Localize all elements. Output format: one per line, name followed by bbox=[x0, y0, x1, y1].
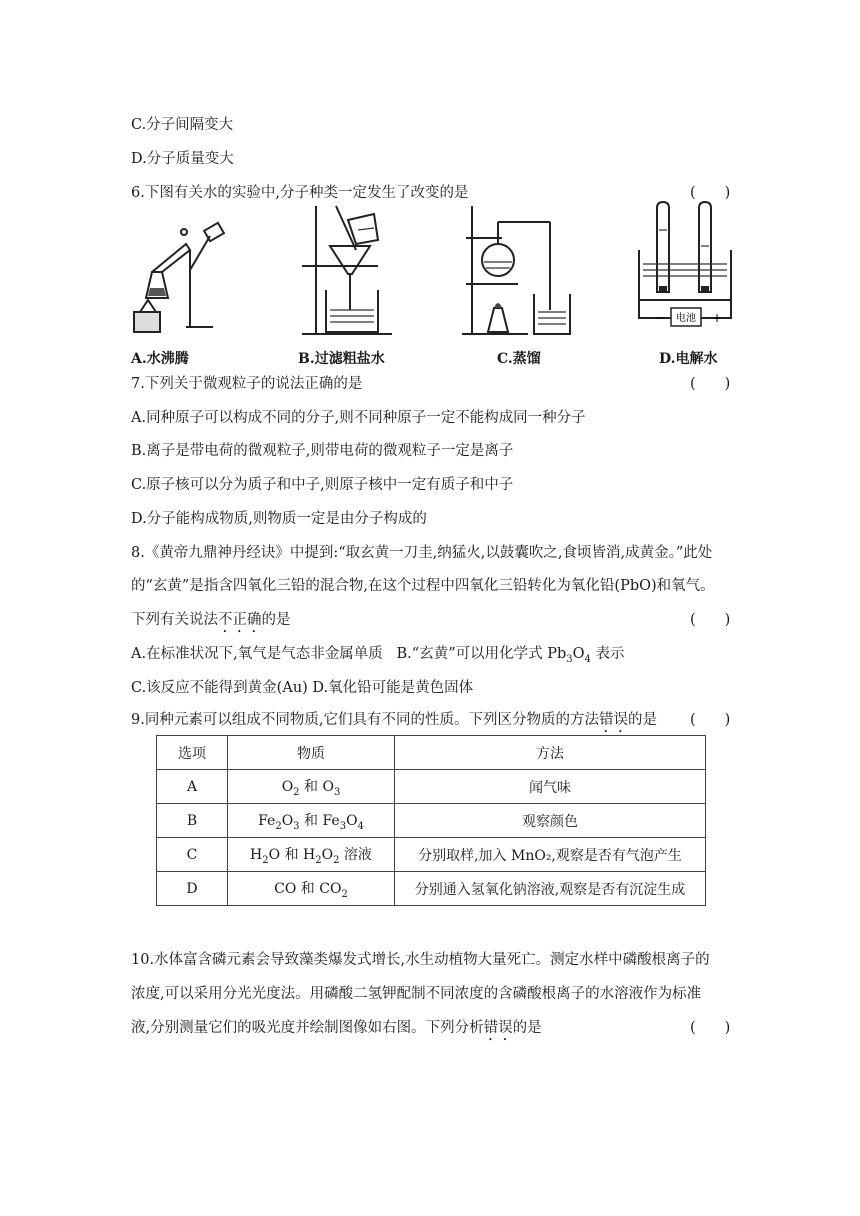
filtration-apparatus bbox=[296, 200, 406, 340]
option-d-prev: D.分子质量变大 bbox=[131, 151, 234, 167]
plus-sign: + bbox=[711, 311, 723, 325]
q8-answer-paren: ( ) bbox=[690, 612, 731, 628]
table-header-row bbox=[157, 736, 706, 770]
caption-b: B.过滤粗盐水 bbox=[298, 351, 385, 367]
electrolysis-apparatus bbox=[631, 200, 741, 332]
q9-answer-paren: ( ) bbox=[690, 712, 731, 728]
q8-line3: 下列有关说法不正确的是 bbox=[131, 612, 291, 628]
q6-answer-paren: ( ) bbox=[690, 185, 731, 201]
q10-line2: 浓度,可以采用分光光度法。用磷酸二氢钾配制不同浓度的含磷酸根离子的水溶液作为标准 bbox=[131, 986, 702, 1002]
table-row: B $Fe_2O_3$ 和 $Fe_3O_4$ 观察颜色 bbox=[157, 804, 706, 838]
q8-option-d: D.氧化铅可能是黄色固体 bbox=[312, 680, 474, 696]
table-row: A $O_2$ 和 $O_3$ 闻气味 bbox=[157, 770, 706, 804]
q9-options-table bbox=[156, 735, 706, 906]
q9-stem: 9.同种元素可以组成不同物质,它们具有不同的性质。下列区分物质的方法错误的是 bbox=[131, 712, 657, 728]
minus-sign: − bbox=[653, 311, 665, 325]
q9-emphasis: 错误 bbox=[598, 712, 628, 728]
option-c-prev: C.分子间隔变大 bbox=[131, 117, 234, 133]
q8-emphasis: 不正确 bbox=[218, 612, 262, 628]
q8-option-a: A.在标准状况下,氧气是气态非金属单质 bbox=[131, 646, 383, 662]
table-row: D CO 和 $CO_2$ 分别通入氢氧化钠溶液,观察是否有沉淀生成 bbox=[157, 872, 706, 906]
boiling-water-apparatus bbox=[128, 200, 238, 340]
q10-answer-paren: ( ) bbox=[690, 1020, 731, 1036]
q7-stem: 7.下列关于微观粒子的说法正确的是 bbox=[131, 376, 363, 392]
q7-option-a: A.同种原子可以构成不同的分子,则不同种原子一定不能构成同一种分子 bbox=[131, 410, 586, 426]
q7-option-c: C.原子核可以分为质子和中子,则原子核中一定有质子和中子 bbox=[131, 477, 514, 493]
q10-emphasis: 错误 bbox=[483, 1020, 513, 1036]
caption-c: C.蒸馏 bbox=[497, 351, 541, 367]
q6-stem: 6.下图有关水的实验中,分子种类一定发生了改变的是 bbox=[131, 185, 469, 201]
q8-options-cd bbox=[131, 676, 473, 697]
q10-line3: 液,分别测量它们的吸光度并绘制图像如右图。下列分析错误的是 bbox=[131, 1020, 542, 1036]
distillation-apparatus bbox=[458, 200, 578, 340]
header-method: 方法 bbox=[395, 736, 706, 770]
battery-label: 电池 bbox=[676, 313, 696, 324]
q7-answer-paren: ( ) bbox=[690, 376, 731, 392]
caption-d: D.电解水 bbox=[659, 351, 718, 367]
header-option: 选项 bbox=[157, 736, 228, 770]
table-row: C $H_2O$ 和 $H_2O_2$ 溶液 分别取样,加入 MnO₂,观察是否有气泡产生 bbox=[157, 838, 706, 872]
q8-line2: 的“玄黄”是指含四氧化三铅的混合物,在这个过程中四氧化三铅转化为氧化铅(PbO)和氧气。 bbox=[131, 578, 715, 594]
caption-a: A.水沸腾 bbox=[131, 351, 189, 367]
header-substance: 物质 bbox=[228, 736, 395, 770]
q10-line1: 10.水体富含磷元素会导致藻类爆发式增长,水生动植物大量死亡。测定水样中磷酸根离子的 bbox=[131, 952, 710, 968]
q8-line1: 8.《黄帝九鼎神丹经诀》中提到:“取玄黄一刀圭,纳猛火,以鼓囊吹之,食顷皆消,成黄金。”此处 bbox=[131, 545, 713, 561]
q7-option-d: D.分子能构成物质,则物质一定是由分子构成的 bbox=[131, 511, 427, 527]
q8-option-b: B.“玄黄”可以用化学式 $Pb_3O_4$ 表示 bbox=[396, 646, 625, 665]
q8-option-c: C.该反应不能得到黄金(Au) bbox=[131, 680, 308, 696]
q7-option-b: B.离子是带电荷的微观粒子,则带电荷的微观粒子一定是离子 bbox=[131, 443, 514, 459]
q8-options-ab bbox=[131, 642, 625, 665]
